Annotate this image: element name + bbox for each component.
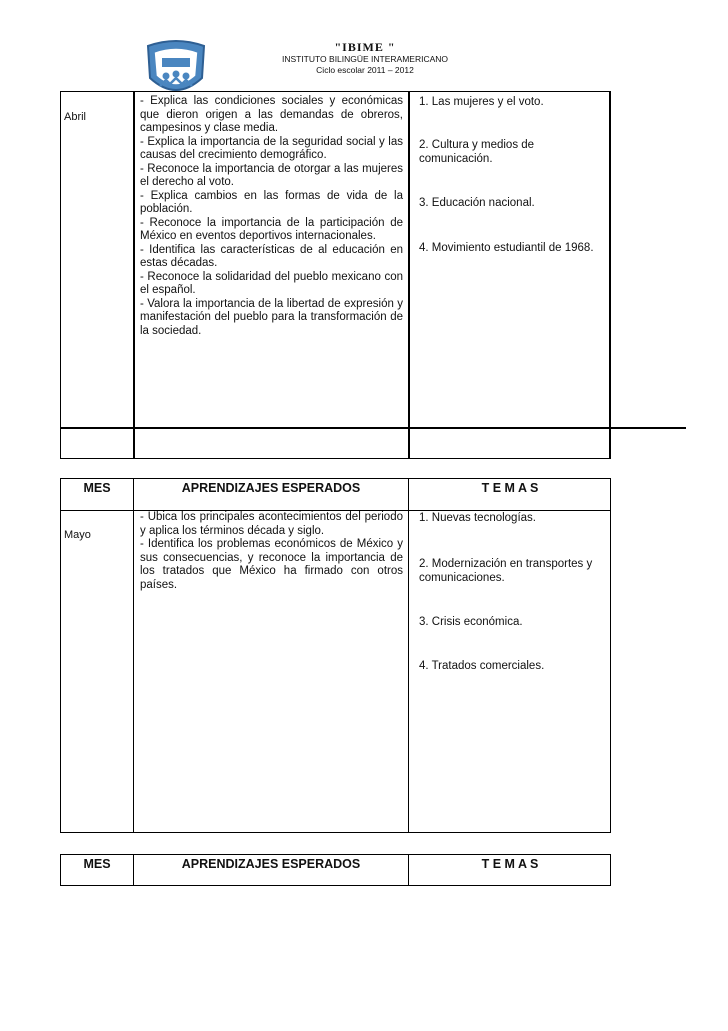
aprendizaje-item: - Explica la importancia de la seguridad social y las causas del crecimiento demográfico. — [140, 135, 403, 161]
tema-item: 3. Crisis económica. — [419, 616, 523, 628]
aprendizaje-item: - Valora la importancia de la libertad de expresión y manifestación del pueblo para la transformación de la sociedad. — [140, 297, 403, 337]
tema-item: 3. Educación nacional. — [419, 197, 535, 209]
tema-item: 2. Modernización en transportes y comunicaciones. — [419, 558, 593, 584]
mayo-aprendizajes — [140, 511, 403, 592]
column-header-mes: MES — [83, 857, 111, 871]
aprendizaje-item: - Reconoce la importancia de otorgar a las mujeres el derecho al voto. — [140, 162, 403, 188]
institution-name: INSTITUTO BILINGÜE INTERAMERICANO — [281, 54, 449, 64]
aprendizaje-item: - Reconoce la importancia de la participación de México en eventos deportivos internacionales. — [140, 216, 403, 242]
institution-acronym: "IBIME " — [334, 40, 396, 54]
document-header — [270, 40, 460, 76]
month-mayo: Mayo — [64, 529, 91, 541]
aprendizaje-item: - Explica cambios en las formas de vida de la población. — [140, 189, 403, 215]
aprendizaje-item: - Ubica los principales acontecimientos del periodo y aplica los términos década y siglo. — [140, 511, 403, 537]
column-header-mes: MES — [83, 481, 111, 495]
tema-item: 4. Movimiento estudiantil de 1968. — [419, 242, 594, 254]
tema-item: 1. Las mujeres y el voto. — [419, 96, 544, 108]
tema-item: 1. Nuevas tecnologías. — [419, 512, 536, 524]
abril-aprendizajes — [140, 95, 403, 338]
column-header-aprendizajes: APRENDIZAJES ESPERADOS — [181, 857, 361, 871]
aprendizaje-item: - Explica las condiciones sociales y económicas que dieron origen a las demandas de obreros, campesinos y clase media. — [140, 95, 403, 134]
school-year: Ciclo escolar 2011 – 2012 — [316, 65, 414, 75]
tema-item: 4. Tratados comerciales. — [419, 660, 545, 672]
aprendizaje-item: - Identifica las características de al educación en estas décadas. — [140, 243, 403, 269]
aprendizaje-item: - Reconoce la solidaridad del pueblo mexicano con el español. — [140, 270, 403, 296]
column-header-temas: T E M A S — [481, 857, 539, 871]
tema-item: 2. Cultura y medios de comunicación. — [419, 139, 535, 165]
month-abril: Abril — [64, 111, 87, 123]
column-header-temas: T E M A S — [481, 481, 539, 495]
aprendizaje-item: - Identifica los problemas económicos de México y sus consecuencias, y reconoce la importancia de los tratados que México ha firmado con otros países. — [140, 538, 403, 591]
column-header-aprendizajes: APRENDIZAJES ESPERADOS — [181, 481, 361, 495]
